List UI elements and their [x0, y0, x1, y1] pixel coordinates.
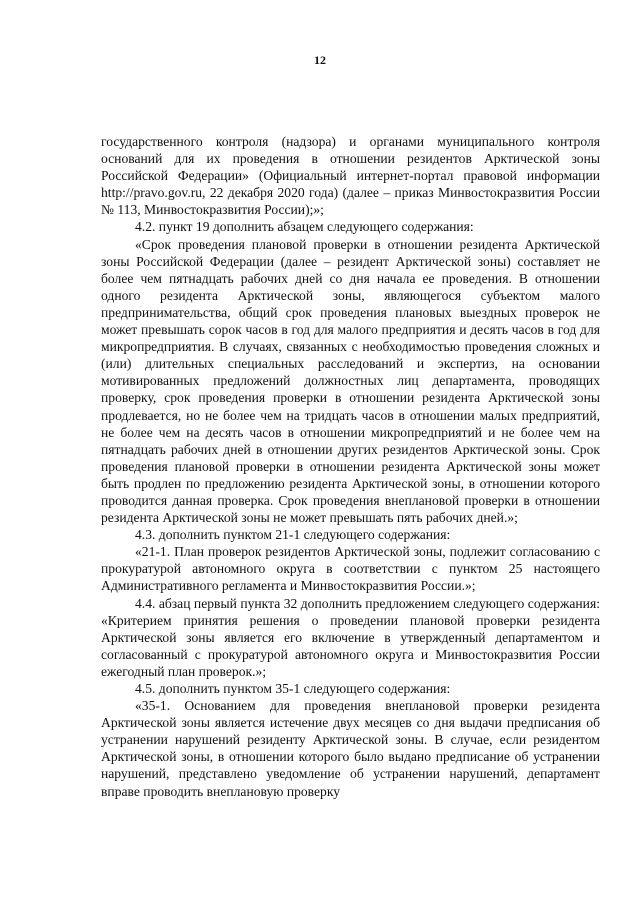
paragraph-item-4-2: 4.2. пункт 19 дополнить абзацем следующего содержания:	[135, 219, 474, 235]
paragraph-item-4-3: 4.3. дополнить пунктом 21-1 следующего содержания:	[135, 527, 451, 543]
paragraph-item-4-5: 4.5. дополнить пунктом 35-1 следующего содержания:	[135, 681, 451, 696]
paragraph-continuation: государственного контроля (надзора) и органами муниципального контроля оснований для их проведения в отношении резидентов Арктической зоны Российской Федерации» (Официальный интернет-портал правовой информации http://pravo.gov.ru, 22 декабря 2020 года) (далее – приказ Минвостокразвития России № 113, Минвостокразвития России);»;	[101, 134, 600, 218]
paragraph-quote-item-35-1: «35-1. Основанием для проведения внеплановой проверки резидента Арктической зоны является истечение двух месяцев со дня выдачи предписания об устранении нарушений резиденту Арктической зоны. В случае, если резидентом Арктической зоны, в отношении которого было выдано предписание об устранении нарушений, представлено уведомление об устранении нарушений, департамент вправе проводить внеплановую проверку	[101, 698, 600, 799]
paragraph-item-4-4: 4.4. абзац первый пункта 32 дополнить предложением следующего содержания: «Критерием принятия решения о проведении плановой проверки резидента Арктической зоны является его включение в утвержденный департаментом и согласованный с прокуратурой автономного округа и Минвостокразвития России ежегодный план проверок.»;	[101, 595, 600, 679]
document-body	[101, 133, 600, 800]
paragraph-quote-item-21-1: «21-1. План проверок резидентов Арктической зоны, подлежит согласованию с прокуратурой автономного округа в соответствии с пунктом 25 настоящего Административного регламента и Минвостокразвития России.»;	[101, 544, 600, 594]
paragraph-quote-item-19: «Срок проведения плановой проверки в отношении резидента Арктической зоны Российской Федерации (далее – резидент Арктической зоны) составляет не более чем пятнадцать рабочих дней со дня начала ее проведения. В отношении одного резидента Арктической зоны, являющегося субъектом малого предпринимательства, общий срок проведения плановых выездных проверок не может превышать сорок часов в год для малого предприятия и десять часов в год для микропредприятия. В случаях, связанных с необходимостью проведения сложных и (или) длительных специальных расследований и экспертиз, на основании мотивированных предложений должностных лиц департамента, проводящих проверку, срок проведения проверки в отношении резидента Арктической зоны продлевается, но не более чем на тридцать часов в отношении малых предприятий, не более чем на десять часов в отношении микропредприятий и не более чем на пятнадцать рабочих дней в отношении других резидентов Арктической зоны. Срок проведения плановой проверки в отношении резидента Арктической зоны может быть продлен по предложению резидента Арктической зоны, в отношении которого проводится данная проверка. Срок проведения внеплановой проверки в отношении резидента Арктической зоны не может превышать пять рабочих дней.»;	[101, 236, 600, 526]
page-number: 12	[314, 53, 326, 67]
